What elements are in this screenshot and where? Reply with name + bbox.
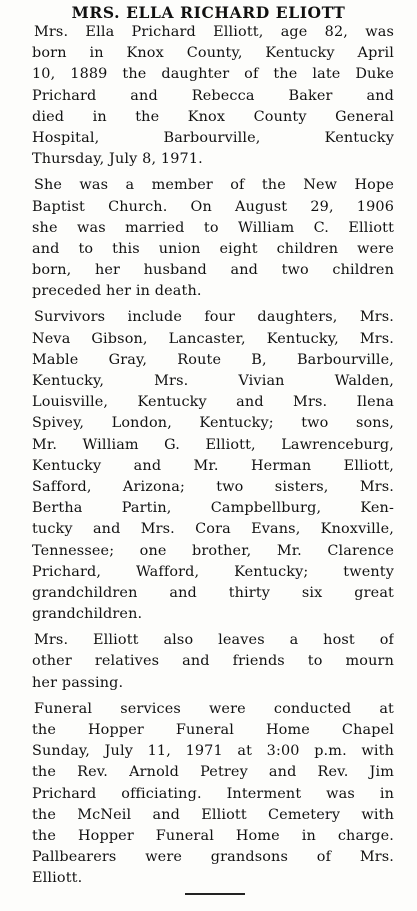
text-line: Louisville, Kentucky and Mrs. Ilena: [32, 394, 394, 411]
text-line: grandchildren.: [32, 606, 143, 623]
paragraph-funeral: [32, 699, 394, 890]
text-line: Safford, Arizona; two sisters, Mrs.: [32, 478, 394, 495]
text-line: grandchildren and thirty six great: [32, 584, 394, 601]
obituary-body: [32, 22, 394, 895]
text-line: died in the Knox County General: [32, 108, 394, 125]
closing-rule: [185, 893, 245, 895]
text-line: she was married to William C. Elliott: [32, 219, 394, 236]
paragraph-survivors: [32, 307, 394, 625]
text-line: other relatives and friends to mourn: [32, 653, 394, 670]
text-line: born, her husband and two children: [32, 262, 394, 279]
text-line: Prichard, Wafford, Kentucky; twenty: [32, 563, 394, 580]
paragraph-church-marriage: [32, 175, 394, 302]
paragraph-birth-death: [32, 22, 394, 170]
text-line: Neva Gibson, Lancaster, Kentucky, Mrs.: [32, 330, 394, 347]
text-line: Kentucky and Mr. Herman Elliott,: [32, 457, 394, 474]
text-line: Thursday, July 8, 1971.: [32, 151, 203, 168]
text-line: born in Knox County, Kentucky April: [32, 45, 394, 62]
text-line: Bertha Partin, Campbellburg, Ken-: [32, 500, 394, 517]
text-line: Baptist Church. On August 29, 1906: [32, 198, 394, 215]
text-line: Mrs. Elliott also leaves a host of: [34, 632, 394, 649]
text-line: Sunday, July 11, 1971 at 3:00 p.m. with: [32, 743, 394, 760]
text-line: the Hopper Funeral Home in charge.: [32, 827, 394, 844]
text-line: Elliott.: [32, 870, 83, 887]
text-line: the Hopper Funeral Home Chapel: [32, 722, 394, 738]
text-line: her passing.: [32, 674, 124, 691]
text-line: Funeral services were conducted at: [34, 700, 394, 717]
text-line: the McNeil and Elliott Cemetery with: [32, 806, 394, 823]
text-line: Hospital, Barbourville, Kentucky: [32, 129, 394, 146]
text-line: Prichard and Rebecca Baker and: [32, 87, 394, 104]
text-line: Tennessee; one brother, Mr. Clarence: [32, 542, 394, 559]
text-line: 10, 1889 the daughter of the late Duke: [32, 66, 394, 83]
text-line: She was a member of the New Hope: [34, 177, 394, 194]
text-line: Kentucky, Mrs. Vivian Walden,: [32, 373, 394, 389]
text-line: Mrs. Ella Prichard Elliott, age 82, was: [34, 24, 394, 40]
text-line: Survivors include four daughters, Mrs.: [34, 309, 394, 326]
text-line: and to this union eight children were: [32, 240, 394, 257]
text-line: Pallbearers were grandsons of Mrs.: [32, 849, 394, 866]
text-line: Mable Gray, Route B, Barbourville,: [32, 351, 394, 368]
text-line: Prichard officiating. Interment was in: [32, 785, 394, 802]
text-line: tucky and Mrs. Cora Evans, Knoxville,: [32, 521, 394, 538]
text-line: Spivey, London, Kentucky; two sons,: [32, 415, 394, 432]
obituary-headline: MRS. ELLA RICHARD ELIOTT: [71, 3, 346, 22]
paragraph-relatives: [32, 630, 394, 694]
text-line: Mr. William G. Elliott, Lawrenceburg,: [32, 436, 394, 453]
text-line: preceded her in death.: [32, 283, 202, 300]
text-line: the Rev. Arnold Petrey and Rev. Jim: [32, 764, 394, 781]
